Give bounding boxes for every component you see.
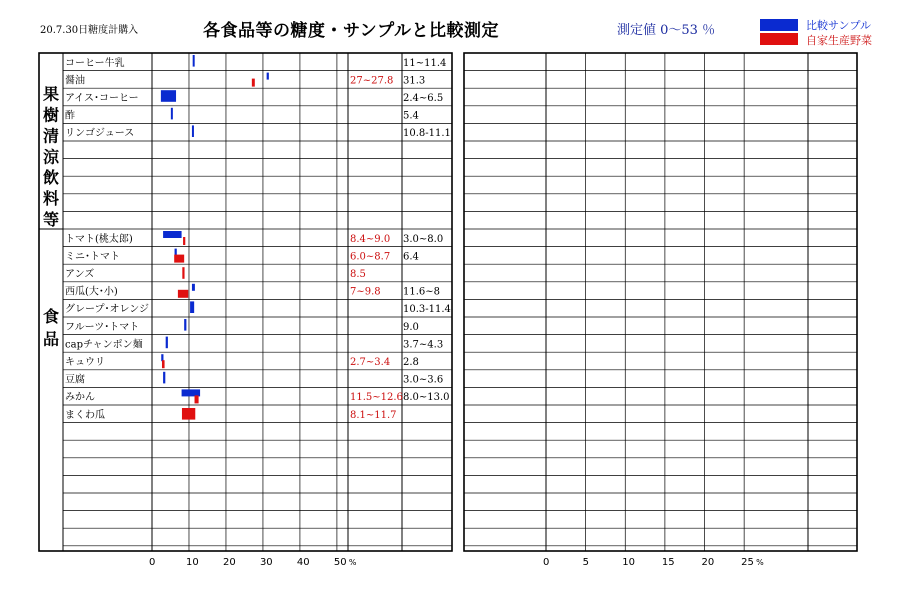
row-label: コーヒー牛乳 bbox=[65, 57, 125, 69]
sample-value-label: 31.3 bbox=[403, 75, 426, 87]
bar-sample bbox=[182, 389, 200, 396]
sample-value-label: 2.8 bbox=[403, 357, 419, 368]
bar-sample bbox=[190, 301, 194, 313]
row-label: トマト(桃太郎) bbox=[65, 233, 133, 245]
right-panel-frame bbox=[464, 53, 857, 551]
right-tick-label: 0 bbox=[543, 557, 550, 568]
row-label: capチャンポン麺 bbox=[65, 339, 143, 351]
group-label-beverages: 果 bbox=[42, 84, 60, 104]
row-label: ミニ･トマト bbox=[65, 251, 120, 263]
right-axis-unit: % bbox=[756, 558, 764, 567]
home-value-label: 8.4~9.0 bbox=[350, 233, 391, 245]
sample-value-label: 10.8‐11.1 bbox=[403, 128, 451, 140]
sample-value-label: 10.3‐11.4 bbox=[403, 304, 451, 316]
group-label-beverages: 清 bbox=[42, 126, 60, 146]
header-date-note: 20.7.30日糖度計購入 bbox=[40, 25, 139, 36]
left-tick-label: 0 bbox=[149, 557, 156, 568]
sample-value-label: 3.0~3.6 bbox=[403, 374, 444, 386]
page-title: 各食品等の糖度・サンプルと比較測定 bbox=[203, 21, 499, 41]
group-label-beverages: 涼 bbox=[42, 147, 60, 167]
sample-value-label: 3.7~4.3 bbox=[403, 339, 444, 351]
sample-value-label: 9.0 bbox=[403, 321, 419, 333]
row-label: キュウリ bbox=[65, 357, 105, 368]
left-tick-label: 30 bbox=[259, 557, 273, 568]
row-label: 豆腐 bbox=[65, 374, 85, 386]
home-value-label: 6.0~8.7 bbox=[350, 251, 391, 263]
group-label-foods: 品 bbox=[42, 329, 60, 349]
range-note: 測定値 0～53 ％ bbox=[617, 23, 716, 38]
right-tick-label: 5 bbox=[582, 557, 590, 568]
row-label: みかん bbox=[65, 392, 95, 404]
row-label: グレープ･オレンジ bbox=[65, 304, 149, 316]
bar-sample bbox=[163, 231, 181, 238]
right-tick-label: 20 bbox=[701, 557, 715, 568]
home-value-label: 11.5~12.6 bbox=[350, 392, 403, 404]
bar-home bbox=[162, 360, 165, 368]
row-label: フルーツ･トマト bbox=[65, 321, 140, 333]
sample-value-label: 11~11.4 bbox=[403, 57, 447, 69]
bar-sample bbox=[166, 337, 168, 349]
row-label: 酢 bbox=[65, 110, 75, 122]
sample-value-label: 11.6~8 bbox=[403, 286, 441, 298]
legend-label-home: 自家生産野菜 bbox=[806, 34, 872, 47]
right-tick-label: 25 bbox=[741, 557, 754, 568]
bar-sample bbox=[161, 90, 176, 102]
group-label-beverages: 料 bbox=[42, 188, 60, 208]
sample-value-label: 3.0~8.0 bbox=[403, 233, 444, 245]
group-label-foods: 食 bbox=[42, 307, 60, 326]
sample-value-label: 5.4 bbox=[403, 110, 419, 122]
left-tick-label: 40 bbox=[296, 557, 310, 568]
bar-home bbox=[195, 395, 199, 403]
group-label-beverages: 等 bbox=[42, 209, 60, 229]
home-value-label: 8.1~11.7 bbox=[350, 409, 397, 421]
bar-sample bbox=[267, 73, 269, 80]
bar-sample bbox=[161, 354, 163, 361]
bar-home bbox=[182, 267, 184, 279]
row-label: 醤油 bbox=[65, 75, 85, 87]
bar-sample bbox=[171, 108, 173, 120]
sample-value-label: 8.0~13.0 bbox=[403, 392, 450, 404]
sample-value-label: 2.4~6.5 bbox=[403, 93, 444, 104]
row-label: アイス･コーヒー bbox=[65, 93, 139, 104]
bar-sample bbox=[184, 319, 186, 331]
home-value-label: 2.7~3.4 bbox=[350, 357, 391, 368]
right-tick-label: 10 bbox=[622, 557, 635, 568]
bar-sample bbox=[192, 125, 194, 137]
sample-value-label: 6.4 bbox=[403, 251, 419, 263]
row-label: まくわ瓜 bbox=[65, 409, 105, 421]
home-value-label: 27~27.8 bbox=[350, 75, 394, 87]
left-tick-label: 50 bbox=[333, 557, 347, 568]
bar-sample bbox=[193, 55, 195, 67]
bar-home bbox=[252, 79, 255, 87]
row-label: アンズ bbox=[65, 269, 95, 280]
legend-label-sample: 比較サンプル bbox=[806, 19, 872, 32]
home-value-label: 8.5 bbox=[350, 269, 366, 280]
bar-home bbox=[183, 237, 185, 245]
bar-sample bbox=[163, 372, 165, 384]
group-label-beverages: 飲 bbox=[42, 168, 60, 188]
bar-sample bbox=[175, 249, 177, 256]
group-label-beverages: 樹 bbox=[42, 105, 60, 125]
left-axis-unit: % bbox=[348, 558, 357, 567]
row-label: リンゴジュース bbox=[65, 128, 135, 140]
bar-sample bbox=[192, 284, 195, 291]
home-value-label: 7~9.8 bbox=[350, 286, 381, 298]
right-tick-label: 15 bbox=[661, 557, 675, 568]
bar-home bbox=[182, 408, 195, 420]
left-tick-label: 10 bbox=[185, 557, 199, 568]
left-tick-label: 20 bbox=[222, 557, 236, 568]
bar-home bbox=[174, 255, 184, 263]
bar-home bbox=[178, 290, 188, 298]
row-label: 西瓜(大･小) bbox=[65, 286, 118, 298]
